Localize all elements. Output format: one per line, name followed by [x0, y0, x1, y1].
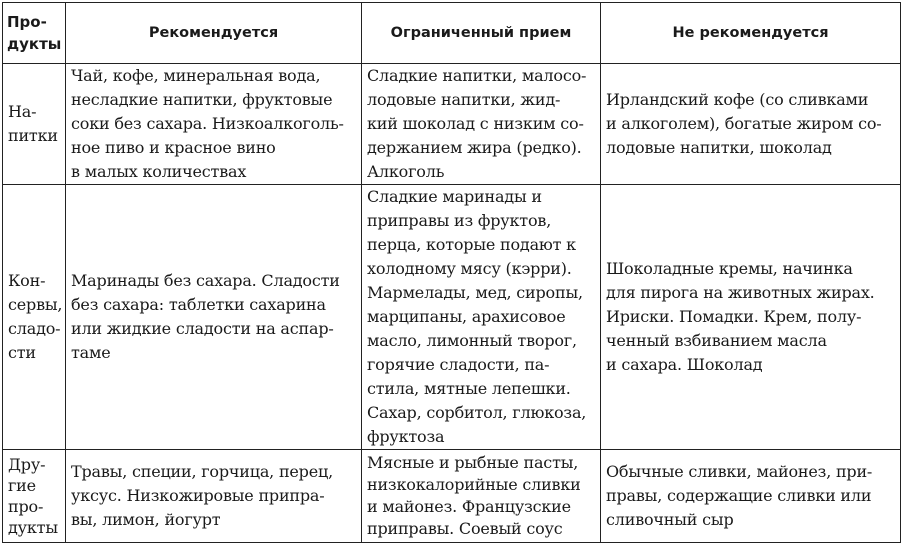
category-cell — [3, 64, 66, 185]
recommended-cell — [66, 64, 362, 185]
text-line: Сладкие напитки, малосо- — [367, 66, 587, 85]
text-line: перца, которые подают к — [367, 235, 576, 254]
table-row — [3, 64, 901, 185]
category-line: Кон- — [8, 271, 46, 290]
limited-cell — [362, 450, 601, 543]
category-cell — [3, 185, 66, 450]
text-line: Мармелады, мед, сиропы, — [367, 283, 583, 302]
text-line: Сахар, сорбитол, глюкоза, — [367, 403, 587, 422]
text-line: Чай, кофе, минеральная вода, — [71, 66, 321, 85]
text-line: Мясные и рыбные пасты, — [367, 453, 579, 472]
text-line: правы, содержащие сливки или — [606, 486, 872, 505]
text-line: Маринады без сахара. Сладости — [71, 271, 340, 290]
text-line: несладкие напитки, фруктовые — [71, 90, 333, 109]
category-line: про- — [8, 497, 44, 516]
text-line: фруктоза — [367, 427, 445, 446]
text-line: холодному мясу (кэрри). — [367, 259, 572, 278]
text-line: стила, мятные лепешки. — [367, 379, 571, 398]
text-line: и майонез. Французские — [367, 497, 571, 516]
text-line: лодовые напитки, жид- — [367, 90, 561, 109]
text-line: таме — [71, 343, 111, 362]
header-products — [3, 3, 66, 64]
text-line: Ириски. Помадки. Крем, полу- — [606, 307, 862, 326]
text-line: вы, лимон, йогурт — [71, 510, 221, 529]
text-line: ное пиво и красное вино — [71, 138, 276, 157]
text-line: Ирландский кофе (со сливками — [606, 90, 869, 109]
text-line: кий шоколад с низким со- — [367, 114, 584, 133]
text-line: соки без сахара. Низкоалкоголь- — [71, 114, 344, 133]
recommended-cell — [66, 450, 362, 543]
not-recommended-cell — [601, 450, 901, 543]
text-line: сливочный сыр — [606, 510, 734, 529]
limited-cell — [362, 185, 601, 450]
category-line: Дру- — [8, 455, 46, 474]
header-recommended: Рекомендуется — [66, 3, 362, 64]
category-line: питки — [8, 126, 58, 145]
category-line: гие — [8, 476, 36, 495]
text-line: низкокалорийные сливки — [367, 475, 581, 494]
limited-cell — [362, 64, 601, 185]
category-line: На- — [8, 102, 37, 121]
text-line: без сахара: таблетки сахарина — [71, 295, 326, 314]
text-line: и сахара. Шоколад — [606, 355, 763, 374]
text-line: Травы, специи, горчица, перец, — [71, 462, 333, 481]
category-cell — [3, 450, 66, 543]
text-line: ченный взбиванием масла — [606, 331, 827, 350]
text-line: приправы. Соевый соус — [367, 519, 563, 538]
text-line: или жидкие сладости на аспар- — [71, 319, 334, 338]
text-line: Шоколадные кремы, начинка — [606, 259, 853, 278]
text-line: уксус. Низкожировые припра- — [71, 486, 325, 505]
diet-recommendations-table — [2, 2, 901, 543]
not-recommended-cell — [601, 185, 901, 450]
text-line: Алкоголь — [367, 162, 445, 181]
header-products-line: Про- — [7, 13, 47, 31]
text-line: лодовые напитки, шоколад — [606, 138, 832, 157]
header-not-recommended: Не рекомендуется — [601, 3, 901, 64]
header-limited: Ограниченный прием — [362, 3, 601, 64]
category-line: сти — [8, 343, 36, 362]
text-line: для пирога на животных жирах. — [606, 283, 875, 302]
text-line: масло, лимонный творог, — [367, 331, 577, 350]
text-line: Обычные сливки, майонез, при- — [606, 462, 873, 481]
text-line: Сладкие маринады и — [367, 187, 542, 206]
table-row — [3, 185, 901, 450]
header-row — [3, 3, 901, 64]
text-line: марципаны, арахисовое — [367, 307, 566, 326]
diet-table-container — [2, 2, 900, 543]
table-row — [3, 450, 901, 543]
recommended-cell — [66, 185, 362, 450]
header-products-line: дукты — [7, 35, 62, 53]
text-line: и алкоголем), богатые жиром со- — [606, 114, 882, 133]
category-line: дукты — [8, 518, 58, 537]
text-line: приправы из фруктов, — [367, 211, 552, 230]
not-recommended-cell — [601, 64, 901, 185]
category-line: сладо- — [8, 319, 61, 338]
text-line: в малых количествах — [71, 162, 247, 181]
category-line: сервы, — [8, 295, 63, 314]
text-line: держанием жира (редко). — [367, 138, 582, 157]
text-line: горячие сладости, па- — [367, 355, 550, 374]
